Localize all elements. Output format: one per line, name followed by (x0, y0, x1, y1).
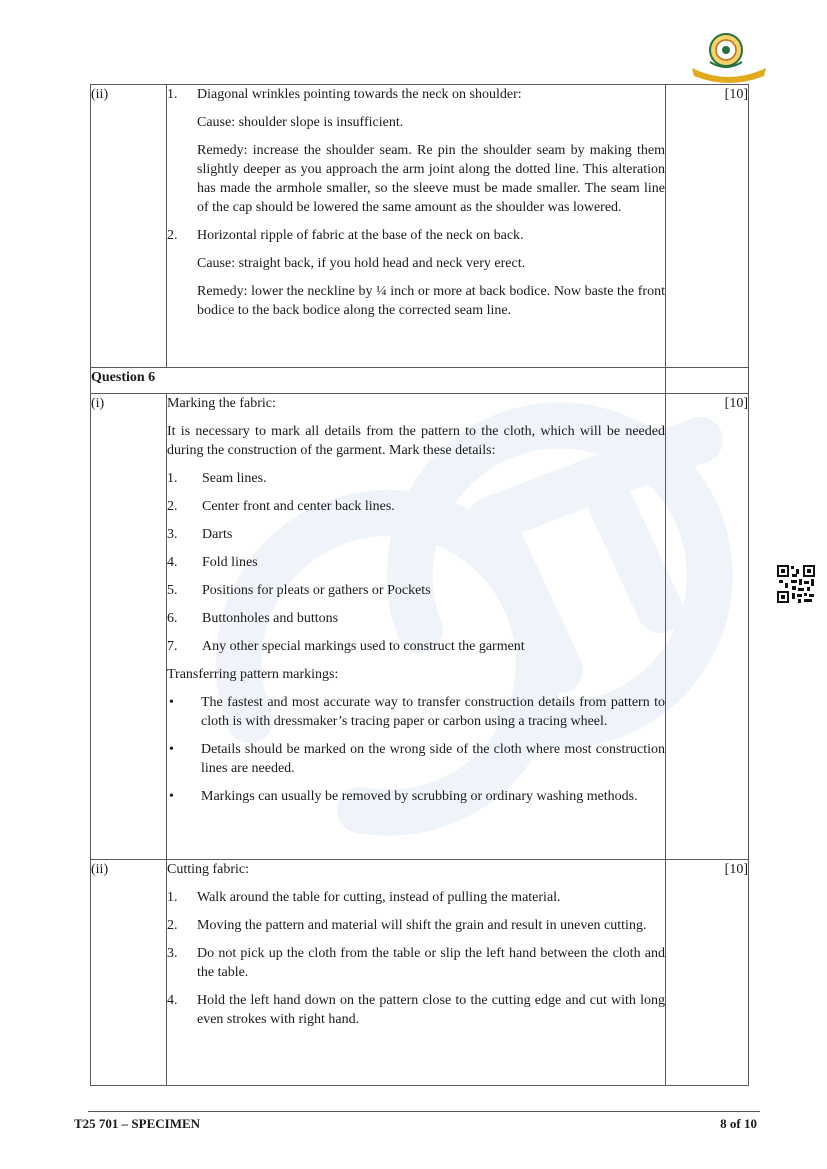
item-text: Positions for pleats or gathers or Pockets (202, 583, 431, 598)
item-number: 2. (167, 499, 178, 514)
item-text: Seam lines. (202, 471, 267, 486)
list-item (167, 609, 665, 628)
item-text: Diagonal wrinkles pointing towards the neck on shoulder: (197, 87, 522, 102)
list-item (167, 693, 665, 731)
question-heading: Question 6 (91, 368, 666, 394)
answer-table (90, 84, 749, 1086)
item-text: The fastest and most accurate way to transfer construction details from pattern to cloth is with dressmaker’s tracing paper or carbon using a tracing wheel. (201, 695, 665, 729)
list-item (167, 85, 665, 104)
item-number: 4. (167, 993, 178, 1008)
cause-text: Cause: straight back, if you hold head and neck very erect. (197, 256, 526, 271)
part-label: (i) (91, 394, 167, 860)
answer-content (167, 85, 666, 368)
answer-content (167, 860, 666, 1086)
list-item (167, 916, 665, 935)
item-number: 3. (167, 527, 178, 542)
item-text: Details should be marked on the wrong side of the cloth where most construction lines are needed. (201, 742, 665, 776)
list-item (167, 787, 665, 806)
item-number: 2. (167, 228, 178, 243)
footer-page-number: 8 of 10 (720, 1116, 757, 1131)
answer-content (167, 394, 666, 860)
question-heading-row (91, 368, 749, 394)
marks-cell: [10] (666, 394, 749, 860)
item-text: Moving the pattern and material will shift the grain and result in uneven cutting. (197, 918, 647, 933)
list-item (167, 637, 665, 656)
list-item (167, 740, 665, 778)
item-text: Walk around the table for cutting, instead of pulling the material. (197, 890, 561, 905)
list-item (167, 226, 665, 245)
item-text: Any other special markings used to construct the garment (202, 639, 525, 654)
qr-code (776, 564, 816, 604)
item-number: 2. (167, 918, 178, 933)
item-text: Horizontal ripple of fabric at the base of the neck on back. (197, 228, 524, 243)
list-item (167, 525, 665, 544)
intro-text: It is necessary to mark all details from the pattern to the cloth, which will be needed during the construction of the garment. Mark these details: (167, 424, 665, 458)
council-logo (688, 28, 770, 84)
part-label: (ii) (91, 85, 167, 368)
item-text: Center front and center back lines. (202, 499, 395, 514)
part-label: (ii) (91, 860, 167, 1086)
bullet-icon: • (169, 695, 174, 710)
footer-paper-code: T25 701 – SPECIMEN (74, 1116, 201, 1131)
item-text: Fold lines (202, 555, 258, 570)
bullet-icon: • (169, 789, 174, 804)
section-heading: Transferring pattern markings: (167, 667, 339, 682)
table-row (91, 860, 749, 1086)
section-heading: Marking the fabric: (167, 396, 276, 411)
bullet-list (167, 693, 665, 806)
item-text: Buttonholes and buttons (202, 611, 339, 626)
list-item (167, 944, 665, 982)
details-list (167, 469, 665, 656)
table-row (91, 85, 749, 368)
item-number: 6. (167, 611, 178, 626)
list-item (167, 888, 665, 907)
bullet-icon: • (169, 742, 174, 757)
item-text: Hold the left hand down on the pattern close to the cutting edge and cut with long even strokes with right hand. (197, 993, 665, 1027)
item-number: 4. (167, 555, 178, 570)
table-row (91, 394, 749, 860)
marks-cell (666, 368, 749, 394)
remedy-text: Remedy: increase the shoulder seam. Re pin the shoulder seam by making them slightly deeper as you approach the arm joint along the dotted line. This alteration has made the armhole smaller, so the sleeve must be made smaller. The seam line of the cap should be lowered the same amount as the shoulder was lowered. (197, 143, 665, 215)
cause-text: Cause: shoulder slope is insufficient. (197, 115, 404, 130)
footer-divider (88, 1111, 760, 1112)
item-text: Markings can usually be removed by scrubbing or ordinary washing methods. (201, 789, 638, 804)
item-number: 1. (167, 890, 178, 905)
item-number: 1. (167, 471, 178, 486)
item-text: Do not pick up the cloth from the table or slip the left hand between the cloth and the table. (197, 946, 665, 980)
item-number: 1. (167, 87, 178, 102)
marks-cell: [10] (666, 860, 749, 1086)
item-number: 3. (167, 946, 178, 961)
list-item (167, 469, 665, 488)
item-text: Darts (202, 527, 233, 542)
list-item (167, 553, 665, 572)
list-item (167, 497, 665, 516)
item-number: 5. (167, 583, 178, 598)
list-item (167, 991, 665, 1029)
list-item (167, 581, 665, 600)
item-number: 7. (167, 639, 178, 654)
section-heading: Cutting fabric: (167, 862, 250, 877)
marks-cell: [10] (666, 85, 749, 368)
remedy-text: Remedy: lower the neckline by ¼ inch or more at back bodice. Now baste the front bodice to the back bodice along the corrected seam line. (197, 284, 665, 318)
